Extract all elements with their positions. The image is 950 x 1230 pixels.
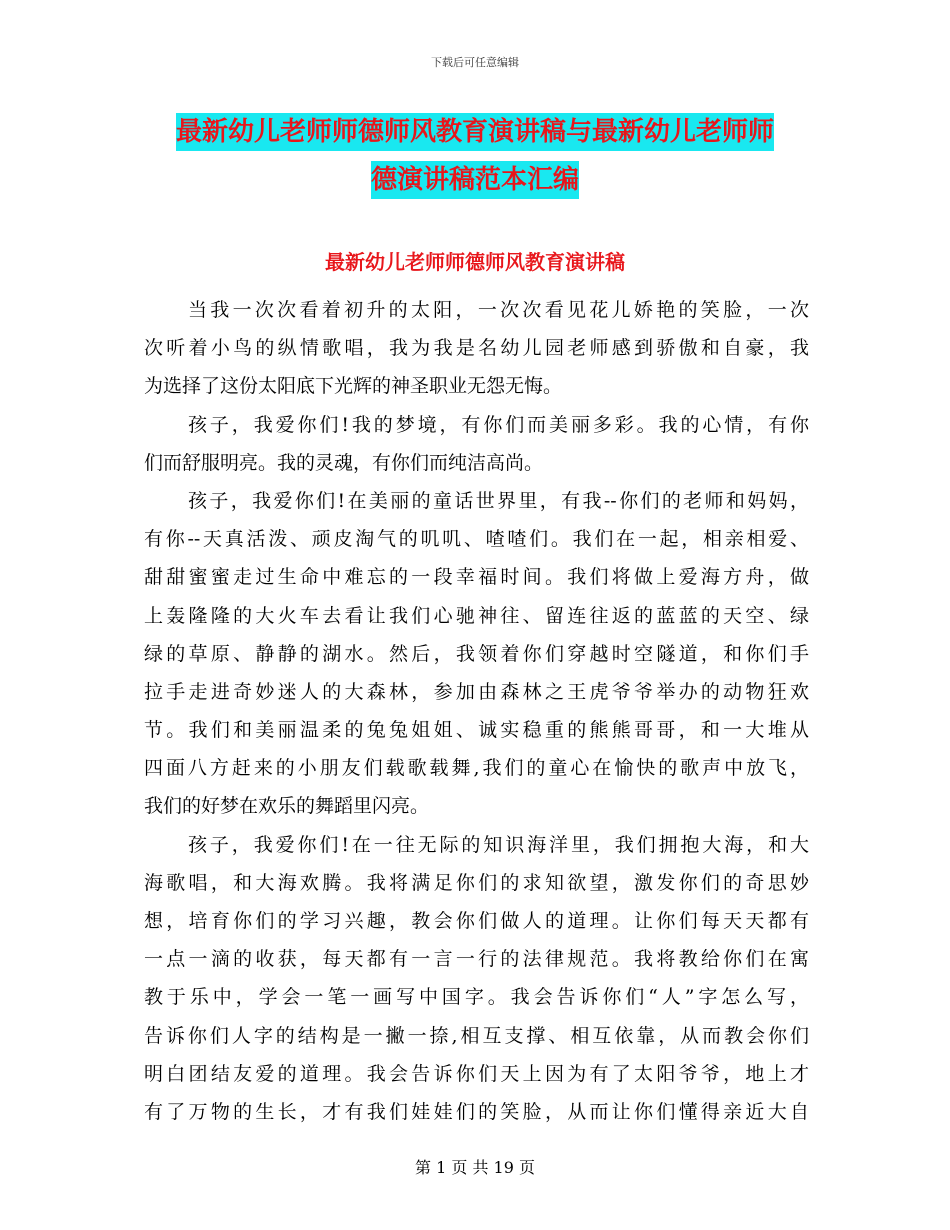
paragraph-line: 上轰隆隆的大火车去看让我们心驰神往、留连往返的蓝蓝的天空、绿: [144, 604, 809, 627]
page-number: 第 1 页 共 19 页: [415, 1158, 535, 1177]
header-note: 下载后可任意编辑: [431, 56, 519, 69]
paragraph-line: 拉手走进奇妙迷人的大森林，参加由森林之王虎爷爷举办的动物狂欢: [144, 680, 809, 703]
paragraph-line: 想，培育你们的学习兴趣，教会你们做人的道理。让你们每天天都有: [144, 910, 809, 932]
document-title: [0, 108, 950, 204]
document-title-line-1: 最新幼儿老师师德师风教育演讲稿与最新幼儿老师师: [176, 113, 774, 151]
paragraph-line: 教于乐中，学会一笔一画写中国字。我会告诉你们“人”字怎么写，: [144, 986, 809, 1009]
paragraph-line: 孩子，我爱你们!在一往无际的知识海洋里，我们拥抱大海，和大: [188, 833, 809, 856]
paragraph-line: 节。我们和美丽温柔的兔兔姐姐、诚实稳重的熊熊哥哥，和一大堆从: [144, 719, 809, 742]
paragraph-line: 次听着小鸟的纵情歌唱，我为我是名幼儿园老师感到骄傲和自豪，我: [144, 337, 809, 360]
paragraph-line: 们而舒服明亮。我的灵魂，有你们而纯洁高尚。: [144, 451, 544, 474]
paragraph-line: 一点一滴的收获，每天都有一言一行的法律规范。我将教给你们在寓: [144, 948, 809, 971]
paragraph-line: 四面八方赶来的小朋友们载歌载舞,我们的童心在愉快的歌声中放飞，: [144, 757, 809, 780]
paragraph-line: 孩子，我爱你们!我的梦境，有你们而美丽多彩。我的心情，有你: [188, 413, 809, 436]
body-text: [144, 291, 809, 1131]
paragraph-line: 海歌唱，和大海欢腾。我将满足你们的求知欲望，激发你们的奇思妙: [144, 871, 809, 894]
paragraph-line: 为选择了这份太阳底下光辉的神圣职业无怨无悔。: [144, 375, 563, 398]
paragraph-line: 告诉你们人字的结构是一撇一捺,相互支撑、相互依靠，从而教会你们: [144, 1024, 809, 1047]
document-title-line-2: 德演讲稿范本汇编: [371, 161, 579, 199]
paragraph-line: 明白团结友爱的道理。我会告诉你们天上因为有了太阳爷爷，地上才: [144, 1062, 809, 1085]
paragraph-line: 孩子，我爱你们!在美丽的童话世界里，有我--你们的老师和妈妈，: [188, 489, 809, 512]
section-title: 最新幼儿老师师德师风教育演讲稿: [325, 250, 625, 274]
paragraph-line: 当我一次次看着初升的太阳，一次次看见花儿娇艳的笑脸，一次: [188, 299, 809, 321]
paragraph-line: 我们的好梦在欢乐的舞蹈里闪亮。: [144, 795, 430, 818]
paragraph-line: 甜甜蜜蜜走过生命中难忘的一段幸福时间。我们将做上爱海方舟，做: [144, 566, 809, 589]
paragraph-line: 有了万物的生长，才有我们娃娃们的笑脸，从而让你们懂得亲近大自: [144, 1100, 809, 1123]
paragraph-line: 绿的草原、静静的湖水。然后，我领着你们穿越时空隧道，和你们手: [144, 642, 809, 665]
paragraph-line: 有你--天真活泼、顽皮淘气的叽叽、喳喳们。我们在一起，相亲相爱、: [144, 528, 809, 551]
